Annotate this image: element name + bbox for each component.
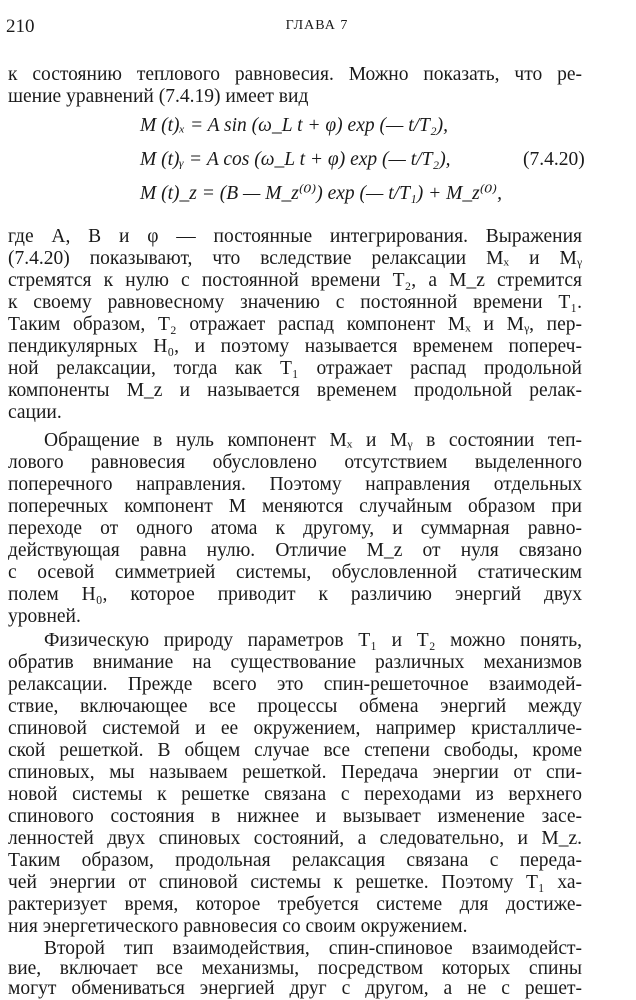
text-line: обратив внимание на существование различных механизмов	[8, 652, 582, 673]
text-line: спиновой системой и ее окружением, например кристалличе-	[8, 718, 582, 739]
text-line: поперечных компонент M меняются случайным образом при	[8, 496, 582, 517]
text-line: сации.	[8, 402, 62, 423]
equation-line: M (t)ᵧ = A cos (ω_L t + φ) exp (— t/T₂),	[140, 149, 451, 170]
equation-line: M (t)_z = (B — M_z⁽⁰⁾) exp (— t/T₁) + M_z⁽⁰⁾,	[140, 183, 502, 204]
text-line: ния энергетического равновесия со своим окружением.	[8, 916, 468, 937]
text-line: шение уравнений (7.4.19) имеет вид	[8, 86, 309, 107]
page-number: 210	[6, 16, 35, 37]
equation-number: (7.4.20)	[523, 149, 585, 170]
text-line: спиновых, мы называем решеткой. Передача энергии от спи-	[8, 762, 582, 783]
text-line: переходе от одного атома к другому, и суммарная равно-	[8, 518, 582, 539]
text-line: стремятся к нулю с постоянной времени T₂, а M_z стремится	[8, 270, 582, 291]
text-line: Таким образом, продольная релаксация связана с переда-	[8, 850, 582, 871]
text-line: вие, включает все механизмы, посредством которых спины	[8, 958, 582, 979]
text-line: ной релаксации, тогда как T₁ отражает распад продольной	[8, 358, 582, 379]
text-line: Таким образом, T₂ отражает распад компонент Mₓ и Mᵧ, пер-	[8, 314, 582, 335]
text-line: полем H₀, которое приводит к различию энергий двух	[8, 584, 582, 605]
text-line: уровней.	[8, 606, 81, 627]
text-line: лового равновесия обусловлено отсутствием выделенного	[8, 452, 582, 473]
text-line: поперечного направления. Поэтому направления отдельных	[8, 474, 582, 495]
text-line: к своему равновесному значению с постоянной времени T₁.	[8, 292, 582, 313]
text-line: ленностей двух спиновых состояний, а следовательно, и M_z.	[8, 828, 582, 849]
text-line: могут обмениваться энергией друг с другом, а не с решет-	[8, 978, 582, 999]
text-line: чей энергии от спиновой системы к решетке. Поэтому T₁ ха-	[8, 872, 582, 893]
text-line: к состоянию теплового равновесия. Можно показать, что ре-	[8, 64, 582, 85]
page-header	[6, 16, 628, 40]
text-line: Обращение в нуль компонент Mₓ и Mᵧ в состоянии теп-	[44, 430, 582, 451]
text-line: пендикулярных H₀, и поэтому называется временем попереч-	[8, 336, 582, 357]
chapter-title: ГЛАВА 7	[285, 18, 349, 33]
equation-line: M (t)ₓ = A sin (ω_L t + φ) exp (— t/T₂),	[140, 115, 449, 136]
text-line: ствие, включающее все процессы обмена энергий между	[8, 696, 582, 717]
text-line: Второй тип взаимодействия, спин-спиновое взаимодейст-	[44, 938, 582, 959]
text-line: Физическую природу параметров T₁ и T₂ можно понять,	[44, 630, 582, 651]
text-line: новой системы к решетке связана с переходами из верхнего	[8, 784, 582, 805]
text-line: спинового состояния в нижнее и вызывает изменение засе-	[8, 806, 582, 827]
text-line: с осевой симметрией системы, обусловленной статическим	[8, 562, 582, 583]
text-line: где A, B и φ — постоянные интегрирования. Выражения	[8, 226, 582, 247]
text-line: ской решеткой. В общем случае все степени свободы, кроме	[8, 740, 582, 761]
text-line: действующая равна нулю. Отличие M_z от нуля связано	[8, 540, 582, 561]
text-line: рактеризует время, которое требуется системе для достиже-	[8, 894, 582, 915]
text-line: (7.4.20) показывают, что вследствие релаксации Mₓ и Mᵧ	[8, 248, 582, 269]
text-line: релаксации. Прежде всего это спин-решеточное взаимодей-	[8, 674, 582, 695]
text-line: компоненты M_z и называется временем продольной релак-	[8, 380, 582, 401]
